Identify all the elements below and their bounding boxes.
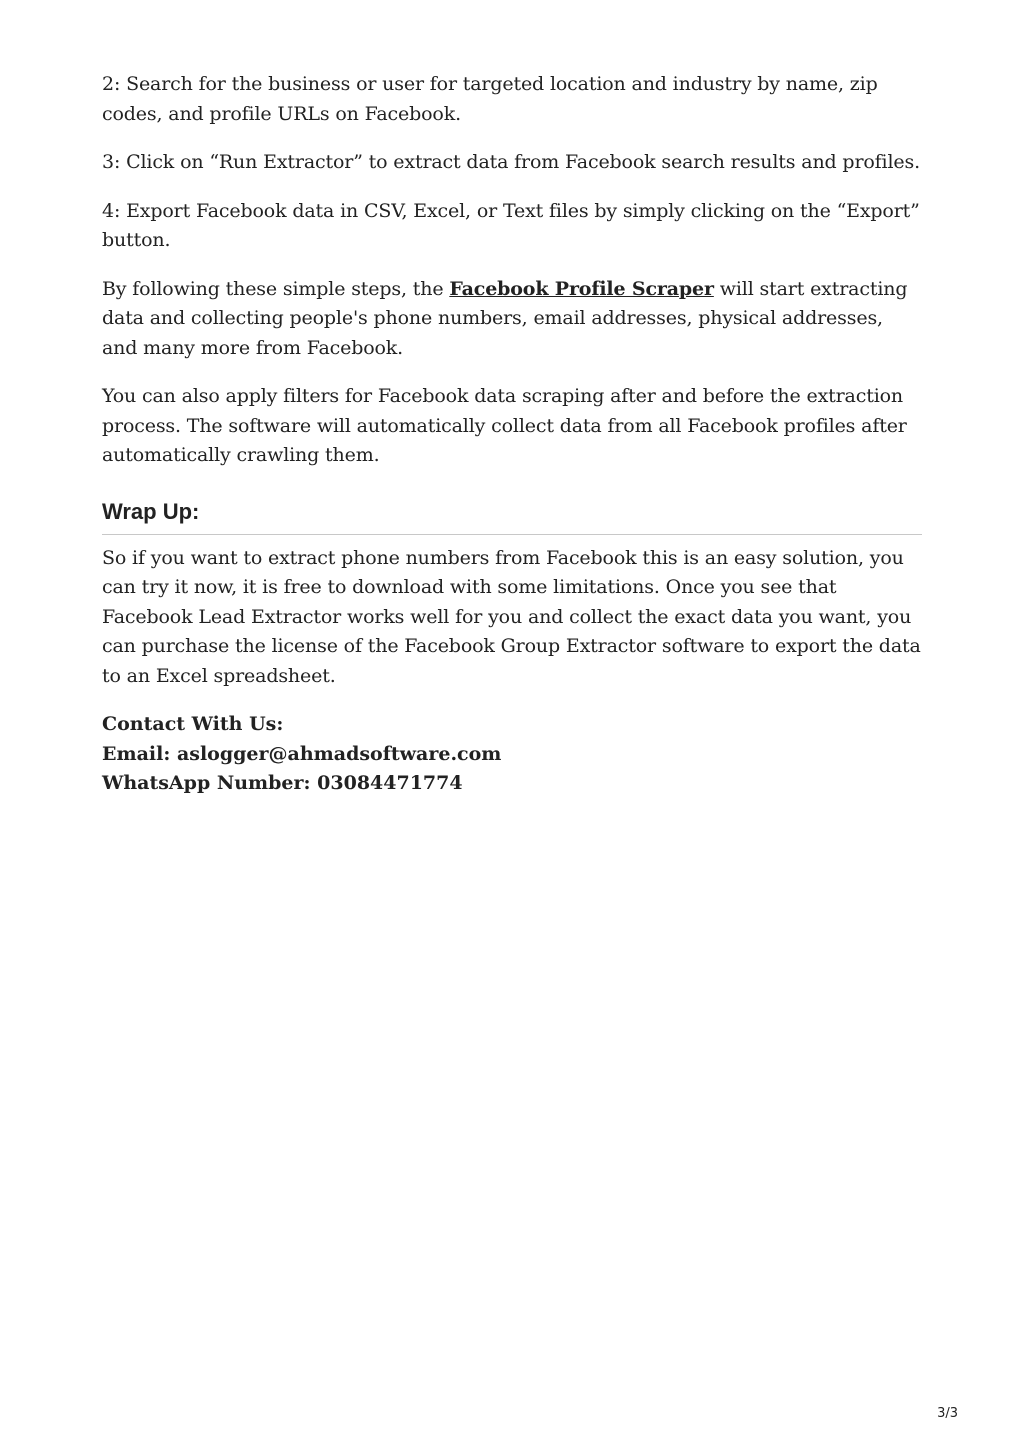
contact-email: Email: aslogger@ahmadsoftware.com (102, 742, 502, 765)
contact-heading: Contact With Us: (102, 713, 284, 735)
step-4-paragraph: 4: Export Facebook data in CSV, Excel, or Text files by simply clicking on the “Export” button. (102, 199, 920, 251)
wrap-up-heading: Wrap Up: (102, 499, 922, 535)
following-text-before: By following these simple steps, the (102, 277, 450, 300)
contact-whatsapp: WhatsApp Number: 03084471774 (102, 772, 463, 794)
filters-paragraph: You can also apply filters for Facebook data scraping after and before the extraction process. The software will automatically collect data from all Facebook profiles after automatically crawling them. (102, 385, 907, 466)
wrap-up-paragraph: So if you want to extract phone numbers from Facebook this is an easy solution, you can try it now, it is free to download with some limitations. Once you see that Facebook Lead Extractor works well for you and collect the exact data you want, you can purchase the license of the Facebook Group Extractor software to export the data to an Excel spreadsheet. (102, 546, 921, 687)
following-text-after: will start extracting data and collecting people's phone numbers, email addresses, physical addresses, and many more from Facebook. (102, 277, 908, 359)
step-3-paragraph: 3: Click on “Run Extractor” to extract data from Facebook search results and profiles. (102, 151, 920, 173)
document-body (102, 70, 922, 799)
page-number: 3/3 (937, 1406, 958, 1421)
contact-block (102, 710, 922, 799)
step-2-paragraph: 2: Search for the business or user for targeted location and industry by name, zip codes, and profile URLs on Facebook. (102, 73, 878, 125)
facebook-profile-scraper-link[interactable]: Facebook Profile Scraper (449, 277, 714, 300)
following-steps-paragraph (102, 275, 922, 364)
